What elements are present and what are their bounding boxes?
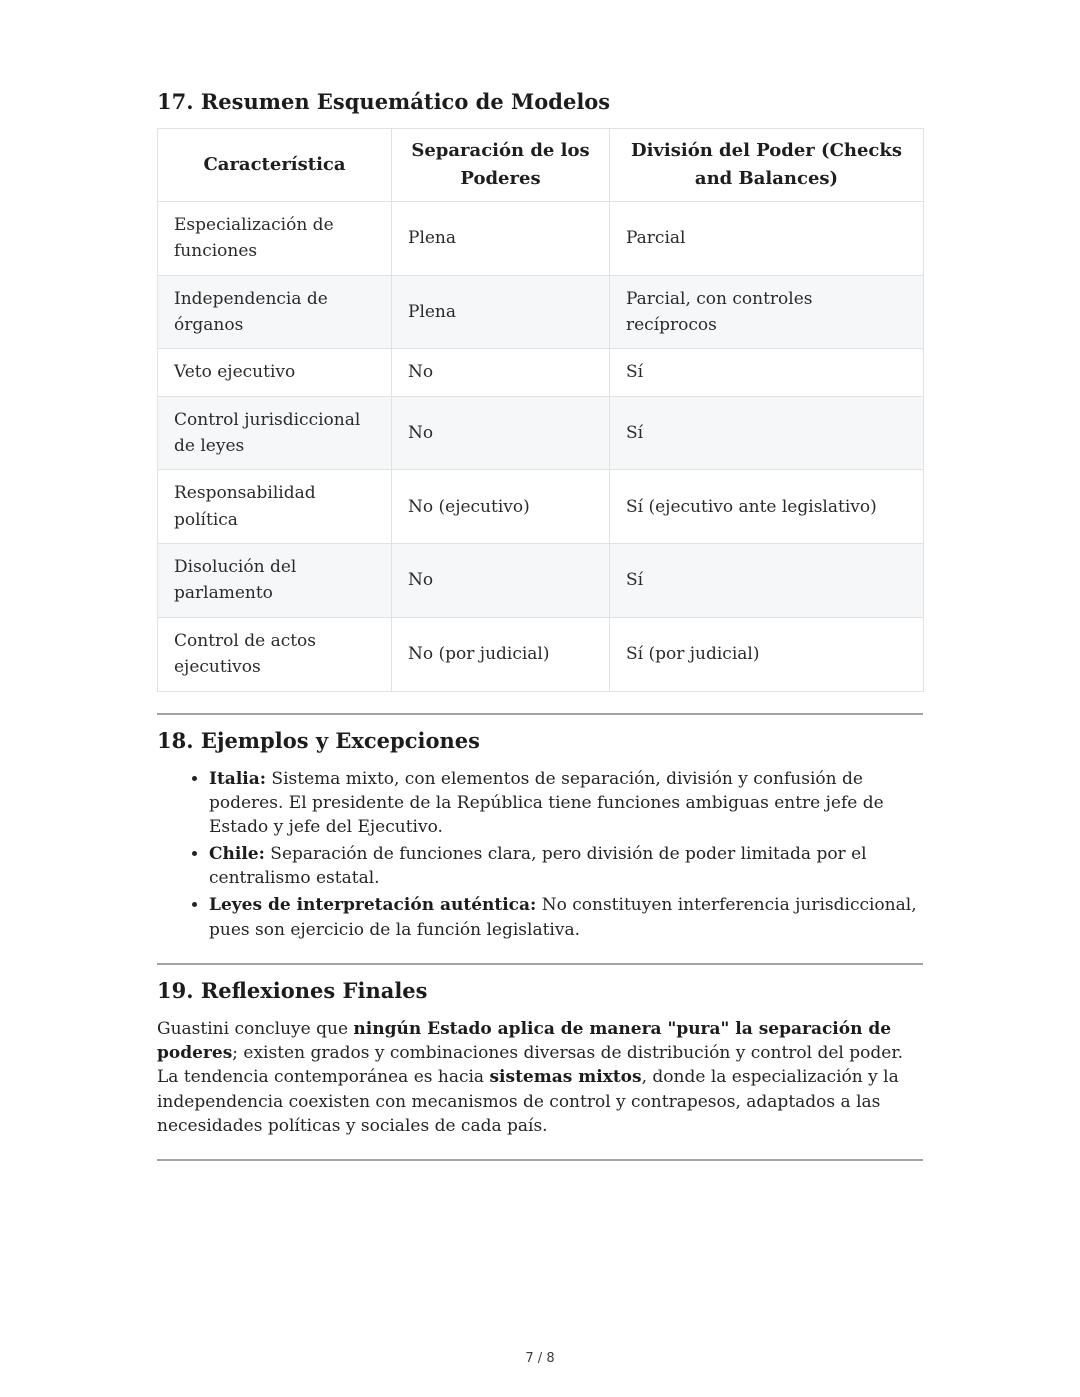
table-cell: Plena — [392, 275, 610, 349]
models-comparison-table — [157, 128, 924, 691]
bold-text-segment: ningún Estado aplica de manera "pura" la separación de poderes — [157, 1018, 892, 1064]
text-segment: , donde la especialización y la independencia coexisten con mecanismos de control y contrapesos, adaptados a las necesidades políticas y sociales de cada país. — [157, 1067, 899, 1137]
table-row — [158, 275, 924, 349]
table-cell: Plena — [392, 202, 610, 276]
table-cell: Especialización de funciones — [158, 202, 392, 276]
table-row — [158, 544, 924, 618]
table-cell: No — [392, 396, 610, 470]
text-segment: Separación de funciones clara, pero división de poder limitada por el centralismo estatal. — [209, 844, 867, 889]
table-cell: Parcial — [610, 202, 924, 276]
section-divider — [157, 713, 923, 715]
table-row — [158, 396, 924, 470]
table-cell: Disolución del parlamento — [158, 544, 392, 618]
bold-text-segment: Italia: — [209, 768, 267, 789]
bold-text-segment: sistemas mixtos — [489, 1067, 642, 1088]
models-table-header-row — [158, 129, 924, 202]
section-divider — [157, 1159, 923, 1161]
table-cell: Sí (ejecutivo ante legislativo) — [610, 470, 924, 544]
table-row — [158, 617, 924, 691]
list-item — [209, 842, 923, 890]
table-cell: Sí — [610, 349, 924, 396]
models-table-head — [158, 129, 924, 202]
text-segment: Sistema mixto, con elementos de separación, división y confusión de poderes. El presidente de la República tiene funciones ambiguas entre jefe de Estado y jefe del Ejecutivo. — [209, 768, 884, 837]
table-cell: Sí — [610, 544, 924, 618]
table-cell: Responsabilidad política — [158, 470, 392, 544]
table-cell: Sí (por judicial) — [610, 617, 924, 691]
models-table-header-cell: Característica — [158, 129, 392, 202]
section-divider — [157, 963, 923, 965]
table-cell: No (ejecutivo) — [392, 470, 610, 544]
table-cell: Sí — [610, 396, 924, 470]
document-content — [157, 0, 923, 1174]
table-cell: Control jurisdiccional de leyes — [158, 396, 392, 470]
table-cell: No — [392, 349, 610, 396]
models-table-header-cell: División del Poder (Checks and Balances) — [610, 129, 924, 202]
table-cell: Control de actos ejecutivos — [158, 617, 392, 691]
table-cell: Veto ejecutivo — [158, 349, 392, 396]
table-cell: No — [392, 544, 610, 618]
final-reflections-paragraph — [157, 1017, 923, 1138]
table-row — [158, 349, 924, 396]
table-cell: Independencia de órganos — [158, 275, 392, 349]
page-number: 7 / 8 — [525, 1351, 555, 1366]
section-19-heading: 19. Reflexiones Finales — [157, 977, 428, 1003]
table-row — [158, 470, 924, 544]
table-row — [158, 202, 924, 276]
section-18-heading: 18. Ejemplos y Excepciones — [157, 727, 480, 753]
text-segment: ; existen grados y combinaciones diversas de distribución y control del poder. La tendencia contemporánea es hacia — [157, 1043, 903, 1088]
table-cell: No (por judicial) — [392, 617, 610, 691]
text-segment: Guastini concluye que — [157, 1018, 354, 1039]
models-table-header-cell: Separación de los Poderes — [392, 129, 610, 202]
examples-list — [157, 767, 923, 942]
section-17-heading: 17. Resumen Esquemático de Modelos — [157, 89, 611, 114]
text-segment: No constituyen interferencia jurisdiccional, pues son ejercicio de la función legislativa. — [209, 895, 917, 940]
table-cell: Parcial, con controles recíprocos — [610, 275, 924, 349]
models-table-body — [158, 202, 924, 691]
bold-text-segment: Leyes de interpretación auténtica: — [209, 895, 537, 916]
list-item — [209, 893, 923, 941]
list-item — [209, 767, 923, 839]
bold-text-segment: Chile: — [209, 844, 265, 865]
